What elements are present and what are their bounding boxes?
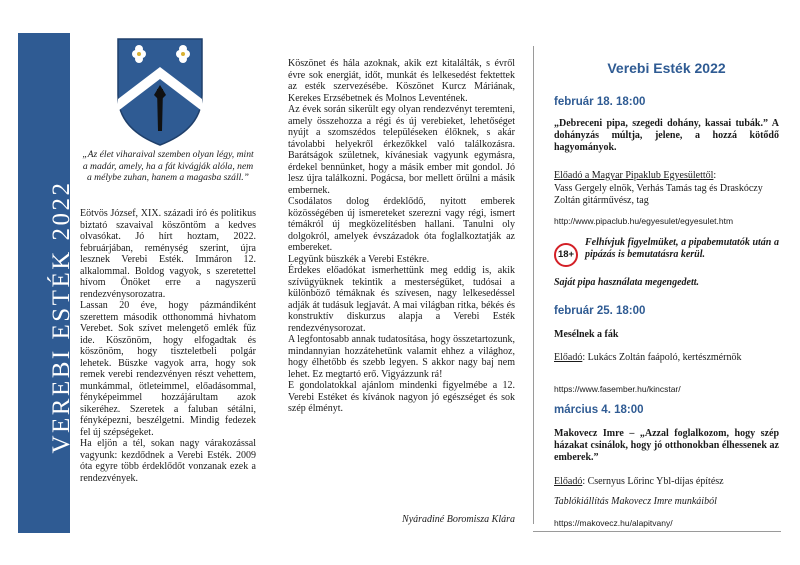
- paragraph: A legfontosabb annak tudatosítása, hogy összetartozunk, mindannyian hozzátehetünk valamit ehhez a világhoz, hogy élhetőbb és szebb legyen. S akkor nagy baj nem lehet. Ez megtartó erő. Vigyázzunk rá!: [288, 334, 515, 380]
- paragraph: Lassan 20 éve, hogy pázmándiként szerettem második otthonommá hivhatom Verebet. Sok szívet melengető emlék fűz ide. Köszönöm, hogy elfogadtak és köszönöm, hogy tiszteletbeli polgár lehetek. Büszke vagyok arra, hogy sok remek verebi rendezvényen részt vehettem, munkámmal, ötleteimmel, előadásommal, fényképeimmel hozzájárultam azok sikeréhez. Szeretek a faluban sétálni, fényképezni, beszélgetni. Mindig fedezek fel új szépségeket.: [80, 300, 256, 438]
- event-title: Makovecz Imre – „Azzal foglalkozom, hogy szép házakat csinálok, hogy jó otthonokban élhessenek az emberek.”: [554, 428, 779, 463]
- signature: Nyáradiné Boromisza Klára: [402, 514, 515, 525]
- presenter-label: Előadó: [554, 352, 583, 363]
- presenter-text: Lukács Zoltán faápoló, kertészmérnök: [587, 352, 742, 363]
- event-title: „Debreceni pipa, szegedi dohány, kassai tubák.” A dohányzás múltja, jelene, a hozzá kötődő hagyományok.: [554, 118, 779, 153]
- intro-column: [80, 208, 256, 484]
- notice-text: Felhívjuk figyelmüket, a pipabemutatók után a pipázás is bemutatásra kerül.: [585, 237, 779, 260]
- paragraph: E gondolatokkal ajánlom mindenki figyelmébe a 12. Verebi Estéket és kívánok nagyon jó egészséget és sok szép élményt.: [288, 380, 515, 414]
- event-link[interactable]: https://makovecz.hu/alapitvany/: [554, 518, 673, 528]
- program-title: Verebi Esték 2022: [607, 60, 726, 76]
- notice-text-2: Saját pipa használata megengedett.: [554, 277, 700, 288]
- village-crest-icon: [116, 37, 204, 147]
- title-sidebar: [18, 33, 75, 533]
- event-date: február 25. 18:00: [554, 305, 646, 317]
- column-divider: [533, 46, 534, 524]
- event-link[interactable]: https://www.fasember.hu/kincstar/: [554, 384, 681, 394]
- presenter-label: Előadó a Magyar Pipaklub Egyesülettől: [554, 170, 714, 181]
- paragraph: Köszönet és hála azoknak, akik ezt kitalálták, s évről évre sok energiát, időt, munkát és lelkesedést fektettek az esték szervezésébe. Köszönet Kurcz Máriának, Kerekes Erzsébetnek és Molnos Leventének.: [288, 58, 515, 104]
- paragraph: Legyünk büszkék a Verebi Estékre.: [288, 253, 430, 265]
- presenter-text: Vass Gergely elnök, Verhás Tamás tag és Draskóczy Zoltán gitárművész, tag: [554, 183, 763, 206]
- middle-column: [288, 58, 515, 415]
- vertical-title: VEREBI ESTÉK 2022: [48, 180, 75, 454]
- presenter-text: Csernyus Lőrinc Ybl-díjas építész: [587, 476, 724, 487]
- paragraph: Érdekes előadókat ismerhettünk meg eddig is, akik szívügyüknek tekintik a mesterségüket, tudósai a különböző témáknak és szívesen, nagy lelkesedéssel adják át tudásuk legjavát. A mai világban ritka, békés és konstruktív diskurzus alapja a Verebi Esték rendezvénysorozat.: [288, 265, 515, 334]
- event-link[interactable]: http://www.pipaclub.hu/egyesulet/egyesulet.htm: [554, 216, 734, 226]
- bottom-rule: [533, 531, 781, 532]
- event-date: március 4. 18:00: [554, 404, 644, 416]
- presenter-label: Előadó: [554, 476, 583, 487]
- quote-text: „Az élet viharaival szemben olyan légy, mint a madár, amely, ha a fát kivágják alóla, nem a mélybe zuhan, hanem a magasba száll.”: [82, 149, 254, 184]
- paragraph: Az évek során sikerült egy olyan rendezvényt teremteni, amely összehozza a régi és új verebieket, lehetőséget nyújt a szomszédos településeken élőknek, s akár távolabbi helyekről érkezőkkel való találkozásra. Barátságok születnek, kívánesiak vagyunk egymásra, érdekel bennünket, hogy a másik ember mit gondol. Jó lesz újra találkozni. Pogácsa, bor mellett örülni a másik embernek.: [288, 104, 515, 196]
- paragraph: Eötvös József, XIX. századi író és politikus biztató szavaival köszöntöm a kedves olvasókat. Jó hírt hoztam, 2022. februárjában, reménység szerint, újra lesznek Verebi Esték. Immáron 12. alkalommal. Boldog vagyok, s szeretettel hívom Önöket erre a nagyszerű rendezvénysorozatra.: [80, 208, 256, 300]
- event-date: február 18. 18:00: [554, 96, 646, 108]
- event-title: Mesélnek a fák: [554, 329, 619, 340]
- exhibit-text: Tablókiállítás Makovecz Imre munkáiból: [554, 496, 717, 507]
- age-18-plus-badge: 18+: [554, 243, 578, 267]
- paragraph: Csodálatos dolog érdeklődő, nyitott emberek közösségében új ismereteket szerezni vagy régi, ismert témákról új megközelítésben hallani. Tanulni oly dolgokról, amelyek évszázadok óta foglalkoztatják az embereket.: [288, 196, 515, 253]
- paragraph: Ha eljön a tél, sokan nagy várakozással vagyunk: kezdődnek a Verebi Esték. 2009 óta egyre több érdeklődőt vonzanak ezek a rendezvények.: [80, 438, 256, 484]
